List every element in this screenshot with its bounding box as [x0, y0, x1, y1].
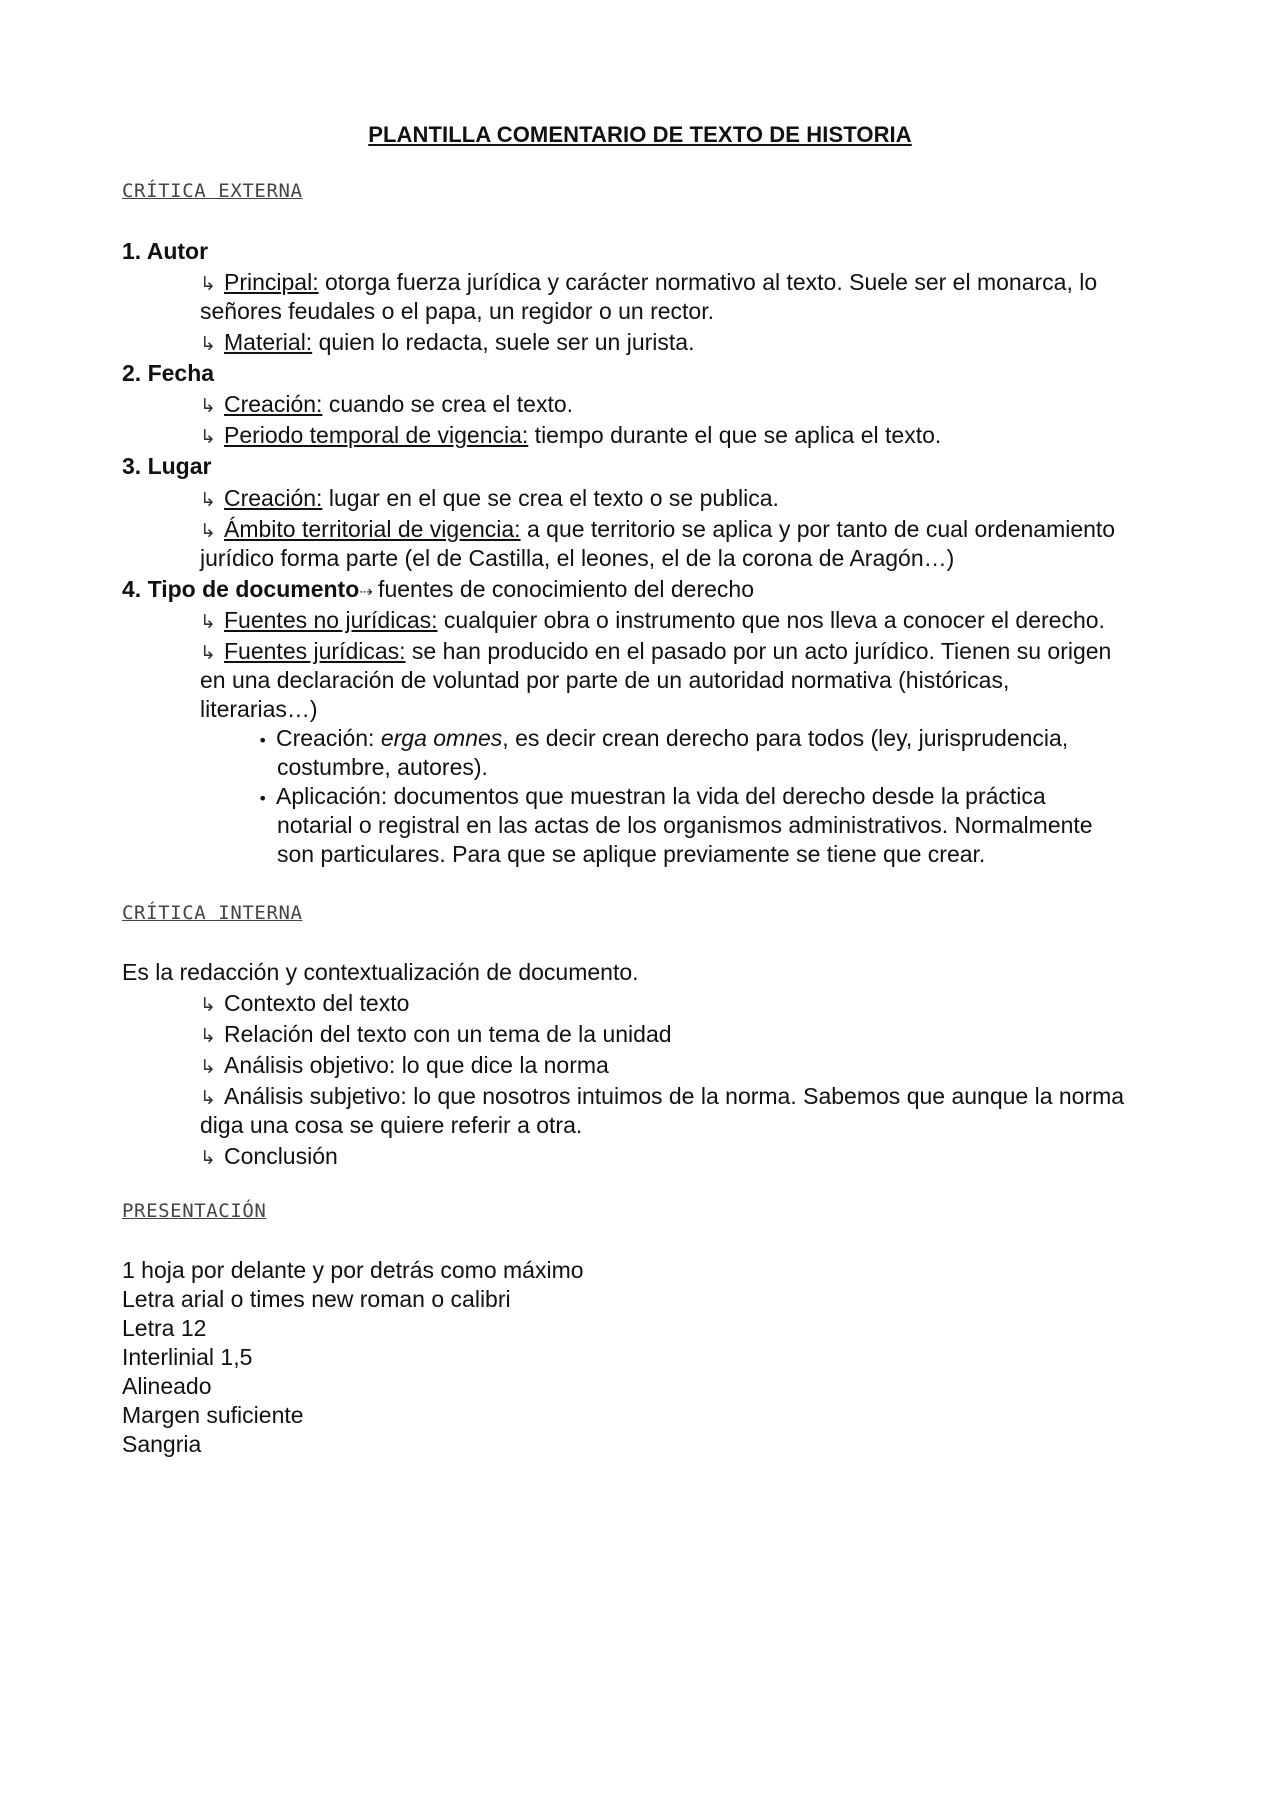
bullet-aplicacion-line-2: notarial o registral en las actas de los organismos administrativos. Normalmente [277, 812, 1093, 838]
interna-item-subjetivo-line-2: diga una cosa se quiere referir a otra. [200, 1112, 583, 1138]
presentacion-line: Interlinial 1,5 [122, 1344, 253, 1370]
lugar-creacion-line: ↳ Creación: lugar en el que se crea el texto o se publica. [200, 484, 779, 514]
autor-principal-line-2: señores feudales o el papa, un regidor o un rector. [200, 298, 715, 324]
arrow-icon: ↳ [200, 395, 216, 417]
presentacion-line: Letra arial o times new roman o calibri [122, 1286, 511, 1312]
tipo-no-juridicas-line: ↳ Fuentes no jurídicas: cualquier obra o instrumento que nos lleva a conocer el derecho. [200, 606, 1105, 636]
arrow-icon: ↳ [200, 273, 216, 295]
interna-item-objetivo: ↳ Análisis objetivo: lo que dice la norma [200, 1051, 609, 1081]
arrow-icon: ↳ [200, 994, 216, 1016]
interna-item-relacion: ↳ Relación del texto con un tema de la unidad [200, 1020, 672, 1050]
presentacion-line: Margen suficiente [122, 1402, 304, 1428]
arrow-icon: ↳ [200, 1025, 216, 1047]
tipo-juridicas-line-3: literarias…) [200, 696, 318, 722]
bullet-aplicacion-line-3: son particulares. Para que se aplique previamente se tiene que crear. [277, 841, 986, 867]
arrow-icon: ↳ [200, 333, 216, 355]
presentacion-line: Alineado [122, 1373, 212, 1399]
tipo-juridicas-line-2: en una declaración de voluntad por parte de un autoridad normativa (históricas, [200, 667, 1010, 693]
arrow-icon: ↳ [200, 642, 216, 664]
arrow-icon: ↳ [200, 520, 216, 542]
arrow-icon: ↳ [200, 1087, 216, 1109]
lugar-ambito-line-2: jurídico forma parte (el de Castilla, el leones, el de la corona de Aragón…) [200, 545, 955, 571]
arrow-icon: ↳ [200, 1147, 216, 1169]
presentacion-line: Letra 12 [122, 1315, 207, 1341]
arrow-icon: ↳ [200, 426, 216, 448]
lugar-heading: 3. Lugar [122, 453, 212, 479]
fecha-creacion-line: ↳ Creación: cuando se crea el texto. [200, 390, 573, 420]
autor-principal-line: ↳ Principal: otorga fuerza jurídica y carácter normativo al texto. Suele ser el monarca, lo [200, 268, 1097, 298]
interna-item-subjetivo: ↳ Análisis subjetivo: lo que nosotros intuimos de la norma. Sabemos que aunque la norma [200, 1082, 1124, 1112]
autor-heading: 1. Autor [122, 238, 209, 264]
dotted-arrow-icon: ⇢ [359, 582, 372, 601]
fecha-heading: 2. Fecha [122, 360, 215, 386]
arrow-icon: ↳ [200, 1056, 216, 1078]
autor-material-line: ↳ Material: quien lo redacta, suele ser un jurista. [200, 328, 694, 358]
section-heading-interna: CRÍTICA INTERNA [122, 902, 303, 924]
interna-item-contexto: ↳ Contexto del texto [200, 989, 409, 1019]
presentacion-line: 1 hoja por delante y por detrás como máximo [122, 1257, 584, 1283]
lugar-ambito-line: ↳ Ámbito territorial de vigencia: a que territorio se aplica y por tanto de cual ordenamiento [200, 515, 1115, 545]
bullet-aplicacion: • Aplicación: documentos que muestran la vida del derecho desde la práctica [258, 782, 1046, 813]
page-title: PLANTILLA COMENTARIO DE TEXTO DE HISTORIA [368, 122, 912, 147]
arrow-icon: ↳ [200, 611, 216, 633]
tipo-heading: 4. Tipo de documento⇢ fuentes de conocimiento del derecho [122, 576, 754, 602]
bullet-icon: • [258, 789, 268, 808]
bullet-creacion-line-2: costumbre, autores). [277, 754, 488, 780]
section-heading-presentacion: PRESENTACIÓN [122, 1200, 267, 1222]
presentacion-line: Sangria [122, 1431, 202, 1457]
tipo-juridicas-line: ↳ Fuentes jurídicas: se han producido en el pasado por un acto jurídico. Tienen su origen [200, 637, 1111, 667]
fecha-periodo-line: ↳ Periodo temporal de vigencia: tiempo durante el que se aplica el texto. [200, 421, 941, 451]
interna-item-conclusion: ↳ Conclusión [200, 1142, 338, 1172]
bullet-icon: • [258, 731, 268, 750]
section-heading-externa: CRÍTICA EXTERNA [122, 180, 303, 202]
arrow-icon: ↳ [200, 489, 216, 511]
interna-intro: Es la redacción y contextualización de documento. [122, 959, 639, 985]
bullet-creacion: • Creación: erga omnes, es decir crean derecho para todos (ley, jurisprudencia, [258, 724, 1068, 755]
